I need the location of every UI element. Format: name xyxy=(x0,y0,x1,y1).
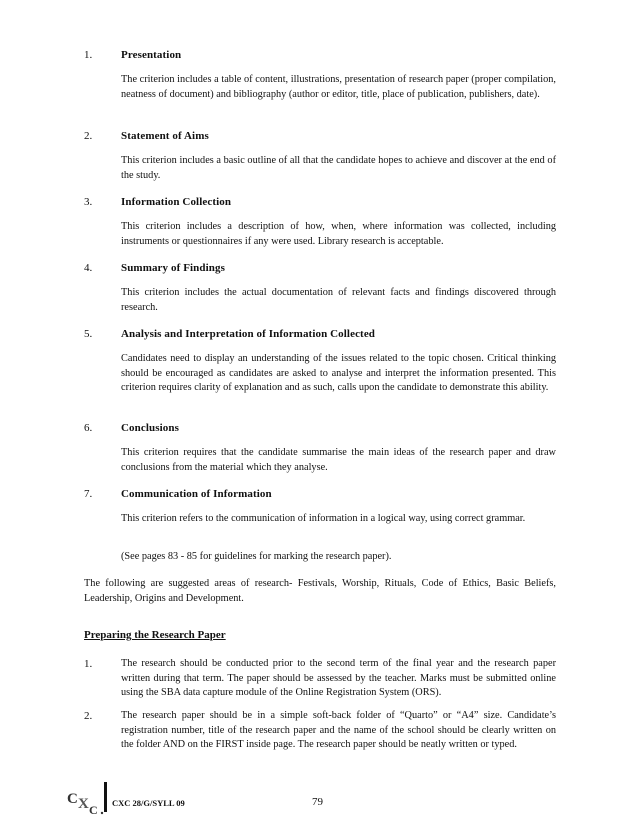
prep-item-body: The research paper should be in a simple soft-back folder of “Quarto” or “A4” size. Candidate’s registration number, title of the research paper and the name of the school should be clearly written on the folder AND on the FIRST inside page. The research paper should be neatly written or typed. xyxy=(121,710,556,751)
item-number: 3. xyxy=(84,196,93,208)
item-heading: Analysis and Interpretation of Information Collected xyxy=(121,328,376,340)
prep-item-number: 2. xyxy=(84,710,93,722)
item-number: 1. xyxy=(84,49,93,61)
syllabus-code: CXC 28/G/SYLL 09 xyxy=(112,798,185,808)
svg-text:C: C xyxy=(67,791,78,807)
item-heading: Summary of Findings xyxy=(121,262,225,274)
prep-item-number: 1. xyxy=(84,658,93,670)
item-body: Candidates need to display an understanding of the issues related to the topic chosen. Critical thinking should be encouraged as candidates are asked to analyse and interpret the information presented. This criterion requires clarity of explanation and as such, calls upon the candidate to demonstrate this ability. xyxy=(121,353,556,394)
item-body: This criterion requires that the candidate summarise the main ideas of the research paper and draw conclusions from the material which they analyse. xyxy=(121,447,556,473)
item-heading: Presentation xyxy=(121,49,182,61)
svg-text:C: C xyxy=(89,803,98,816)
item-number: 2. xyxy=(84,130,93,142)
item-body: The criterion includes a table of content, illustrations, presentation of research paper (proper compilation, neatness of document) and bibliography (author or editor, title, place of publication, publishers, date). xyxy=(121,74,556,100)
item-body: This criterion includes a description of how, when, where information was collected, including instruments or questionnaires if any were used. Library research is acceptable. xyxy=(121,221,556,247)
item-number: 7. xyxy=(84,488,93,500)
item-heading: Statement of Aims xyxy=(121,130,209,142)
section-title: Preparing the Research Paper xyxy=(84,629,226,641)
item-note: (See pages 83 - 85 for guidelines for marking the research paper). xyxy=(121,551,392,562)
item-heading: Information Collection xyxy=(121,196,232,208)
item-body: This criterion refers to the communication of information in a logical way, using correct grammar. xyxy=(121,513,526,524)
item-body: This criterion includes a basic outline of all that the candidate hopes to achieve and discover at the end of the study. xyxy=(121,155,556,181)
item-number: 5. xyxy=(84,328,93,340)
svg-text:X: X xyxy=(78,796,89,812)
cxc-logo-icon xyxy=(66,786,106,816)
prep-item-body: The research should be conducted prior to the second term of the final year and the research paper written during that term. The paper should be assessed by the teacher. Marks must be submitted online using the SBA data capture module of the Online Registration System (ORS). xyxy=(121,658,556,699)
item-number: 4. xyxy=(84,262,93,274)
item-heading: Conclusions xyxy=(121,422,179,434)
page-number: 79 xyxy=(312,796,323,808)
item-heading: Communication of Information xyxy=(121,488,272,500)
suggested-areas-paragraph: The following are suggested areas of research- Festivals, Worship, Rituals, Code of Ethics, Basic Beliefs, Leadership, Origins and Development. xyxy=(84,578,556,604)
item-body: This criterion includes the actual documentation of relevant facts and findings discovered through research. xyxy=(121,287,556,313)
item-number: 6. xyxy=(84,422,93,434)
footer-divider xyxy=(104,782,107,812)
